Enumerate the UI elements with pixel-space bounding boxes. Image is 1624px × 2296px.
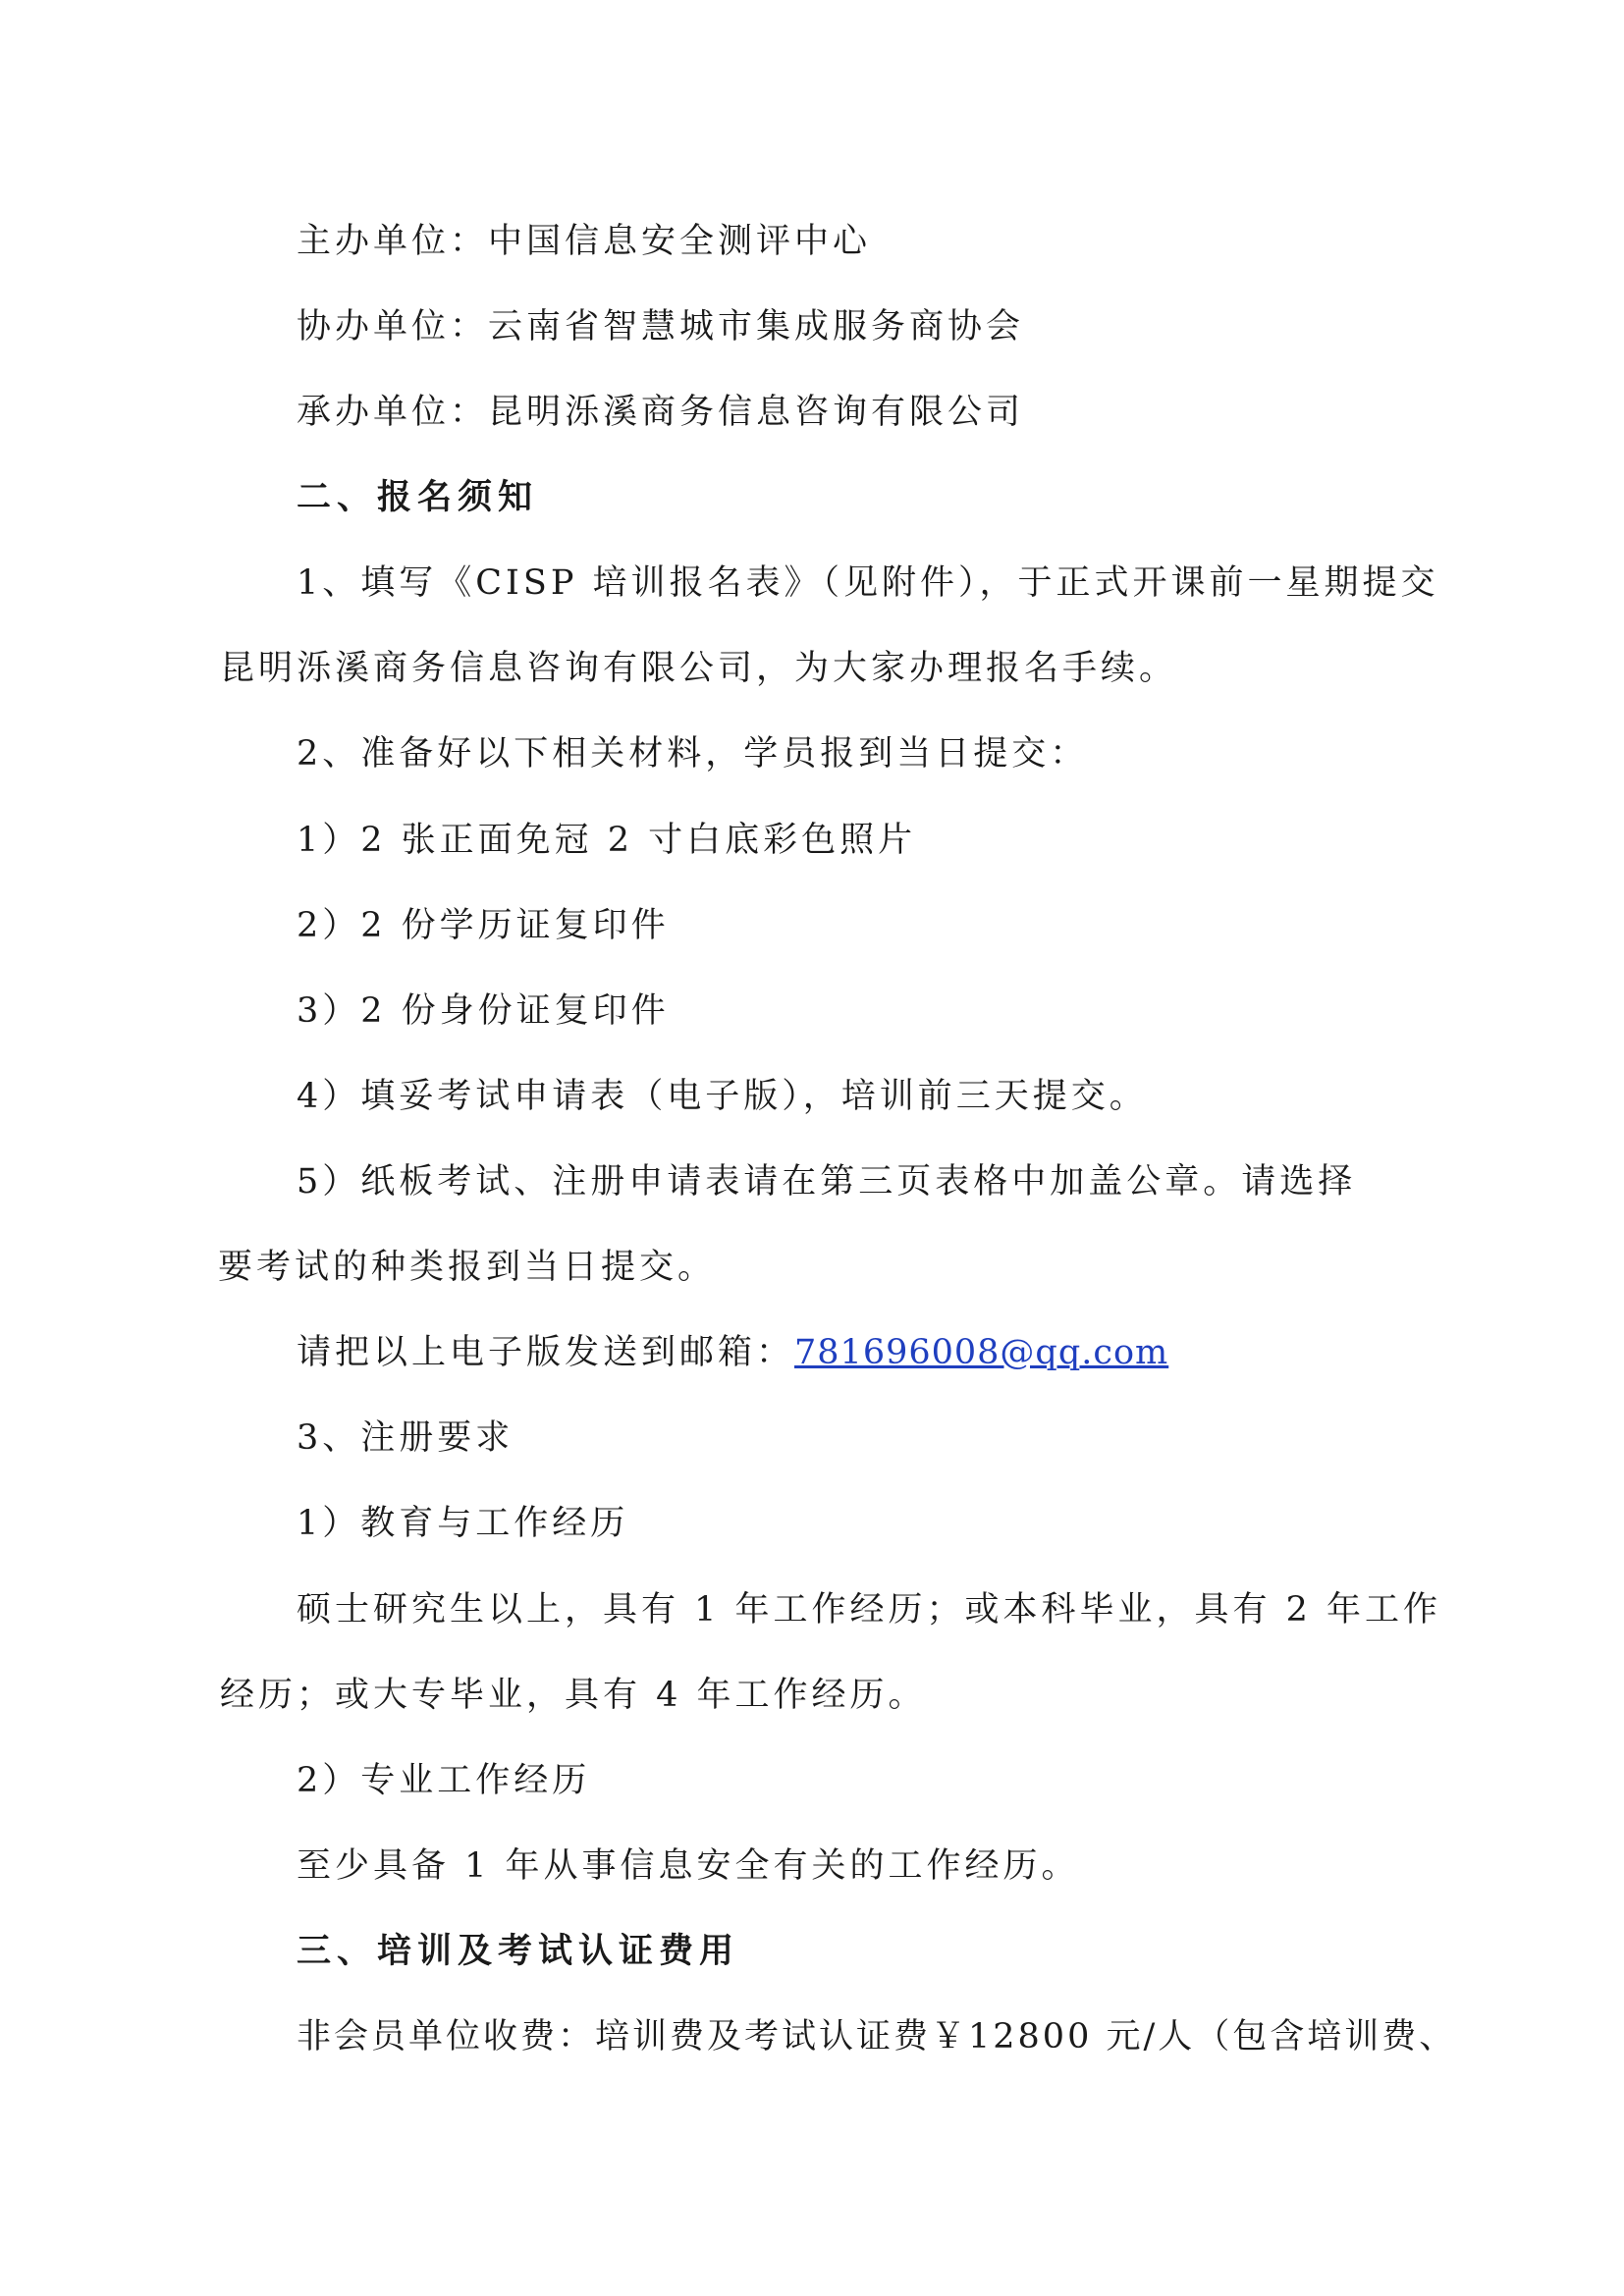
registration-item-1-line-1: 1、填写《CISP 培训报名表》（见附件），于正式开课前一星期提交 [297, 563, 1439, 603]
material-item-1: 1）2 张正面免冠 2 寸白底彩色照片 [297, 821, 917, 860]
requirement-1-line-1: 硕士研究生以上，具有 1 年工作经历；或本科毕业，具有 2 年工作 [297, 1590, 1442, 1629]
requirement-2-text: 至少具备 1 年从事信息安全有关的工作经历。 [297, 1846, 1080, 1886]
undertaker: 承办单位：昆明泺溪商务信息咨询有限公司 [297, 393, 1025, 432]
material-item-2: 2）2 份学历证复印件 [297, 906, 670, 945]
material-item-5-line-1: 5）纸板考试、注册申请表请在第三页表格中加盖公章。请选择 [297, 1162, 1357, 1201]
requirement-1-line-2: 经历；或大专毕业，具有 4 年工作经历。 [220, 1676, 927, 1715]
registration-item-3: 3、注册要求 [297, 1418, 514, 1458]
co-organizer: 协办单位：云南省智慧城市集成服务商协会 [297, 307, 1025, 347]
registration-item-2: 2、准备好以下相关材料，学员报到当日提交： [297, 734, 1089, 774]
material-item-3: 3）2 份身份证复印件 [297, 991, 670, 1031]
email-prefix: 请把以上电子版发送到邮箱： [297, 1333, 795, 1372]
email-line [297, 1329, 1168, 1376]
fee-line: 非会员单位收费：培训费及考试认证费￥12800 元/人（包含培训费、 [297, 2017, 1457, 2056]
section-heading-fees: 三、培训及考试认证费用 [297, 1931, 740, 1971]
host-organizer: 主办单位：中国信息安全测评中心 [297, 222, 872, 261]
material-item-5-line-2: 要考试的种类报到当日提交。 [218, 1248, 717, 1287]
email-link[interactable]: 781696008@qq.com [794, 1333, 1169, 1372]
requirement-1-title: 1）教育与工作经历 [297, 1504, 629, 1543]
section-heading-registration: 二、报名须知 [297, 477, 539, 517]
material-item-4: 4）填妥考试申请表（电子版），培训前三天提交。 [297, 1077, 1148, 1116]
requirement-2-title: 2）专业工作经历 [297, 1761, 591, 1800]
registration-item-1-line-2: 昆明泺溪商务信息咨询有限公司，为大家办理报名手续。 [220, 649, 1178, 688]
